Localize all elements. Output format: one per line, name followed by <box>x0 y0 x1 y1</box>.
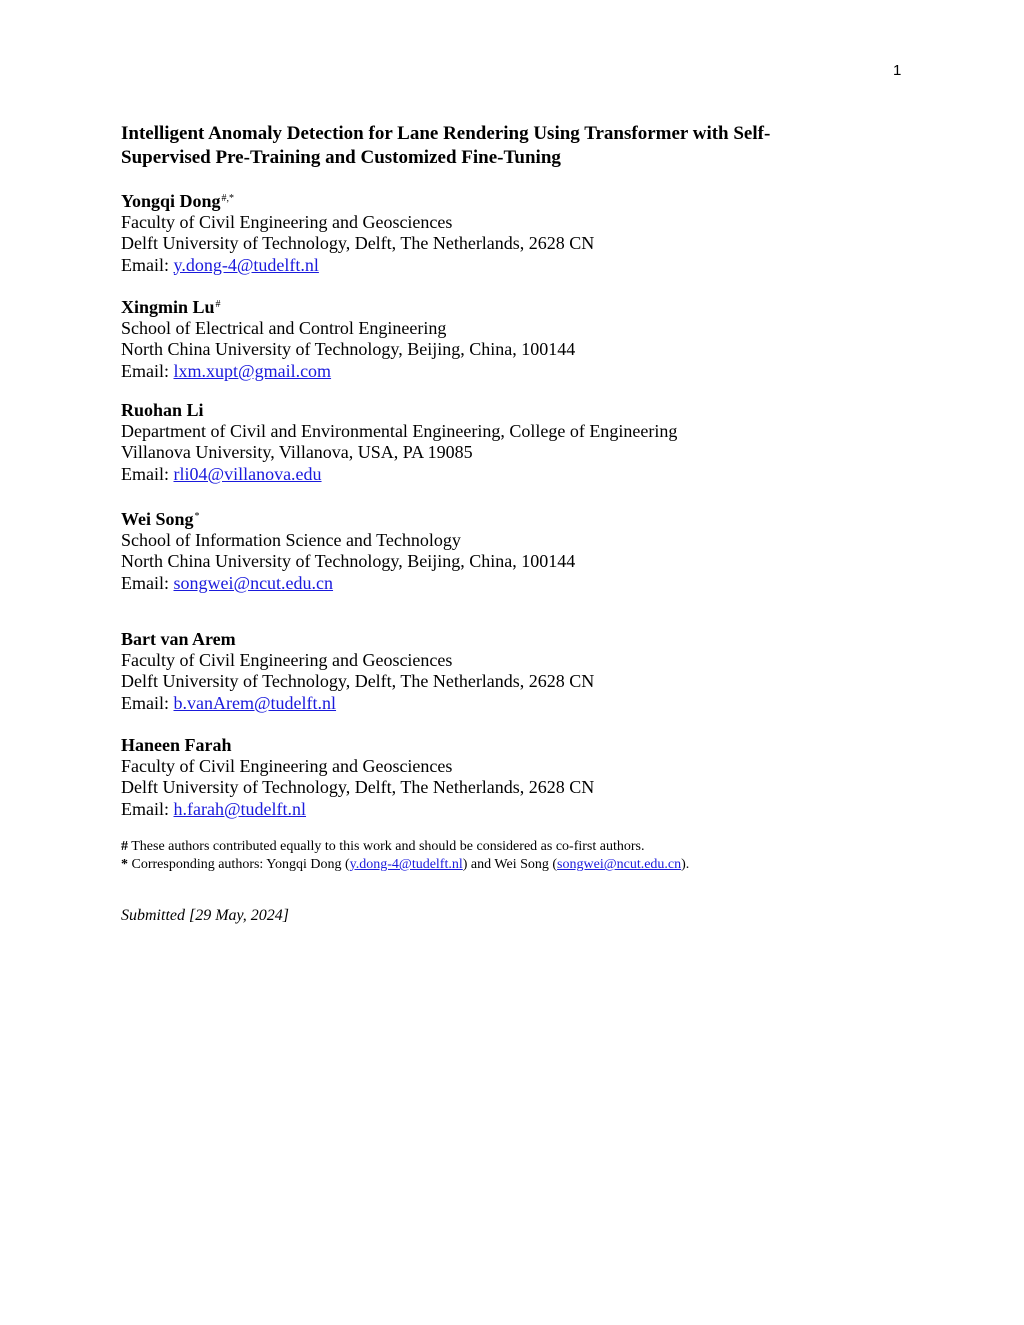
corresponding-email-link[interactable]: songwei@ncut.edu.cn <box>557 857 682 872</box>
corresponding-authors-note: * Corresponding authors: Yongqi Dong (y.dong-4@tudelft.nl) and Wei Song (songwei@ncut.edu.cn). <box>121 857 690 872</box>
author-email-line: Email: b.vanArem@tudelft.nl <box>121 692 337 713</box>
author-email-link[interactable]: rli04@villanova.edu <box>173 463 322 484</box>
author-affiliation: Delft University of Technology, Delft, The Netherlands, 2628 CN <box>121 777 595 798</box>
author-notes <box>121 838 901 874</box>
author-affiliation: School of Electrical and Control Engineering <box>121 318 447 339</box>
author-block <box>121 629 901 714</box>
author-email-line: Email: lxm.xupt@gmail.com <box>121 360 332 381</box>
author-marks: #,* <box>221 193 235 204</box>
author-name: Wei Song* <box>121 509 200 529</box>
author-block <box>121 735 901 820</box>
author-name: Bart van Arem <box>121 629 236 649</box>
author-email-line: Email: y.dong-4@tudelft.nl <box>121 254 319 275</box>
author-name: Yongqi Dong#,* <box>121 191 235 211</box>
author-marks: # <box>215 299 221 310</box>
author-email-line: Email: songwei@ncut.edu.cn <box>121 572 334 593</box>
author-name: Haneen Farah <box>121 735 232 755</box>
author-affiliation: Faculty of Civil Engineering and Geosciences <box>121 756 453 777</box>
author-email-line: Email: rli04@villanova.edu <box>121 463 322 484</box>
author-email-link[interactable]: lxm.xupt@gmail.com <box>173 360 332 381</box>
author-block <box>121 506 901 594</box>
author-affiliation: Faculty of Civil Engineering and Geosciences <box>121 212 453 233</box>
corresponding-email-link[interactable]: y.dong-4@tudelft.nl <box>349 857 463 872</box>
author-affiliation: North China University of Technology, Beijing, China, 100144 <box>121 339 576 360</box>
author-marks: * <box>194 511 200 522</box>
page-number: 1 <box>893 62 902 79</box>
author-affiliation: North China University of Technology, Beijing, China, 100144 <box>121 551 576 572</box>
author-email-link[interactable]: h.farah@tudelft.nl <box>173 798 307 819</box>
author-affiliation: School of Information Science and Technology <box>121 530 461 551</box>
equal-contribution-note: # These authors contributed equally to this work and should be considered as co-first authors. <box>121 839 645 854</box>
paper-title: Intelligent Anomaly Detection for Lane Rendering Using Transformer with Self-Supervised Pre-Training and Customized Fine-Tuning <box>121 123 771 168</box>
author-affiliation: Delft University of Technology, Delft, The Netherlands, 2628 CN <box>121 671 595 692</box>
author-name: Xingmin Lu# <box>121 297 221 317</box>
author-affiliation: Faculty of Civil Engineering and Geosciences <box>121 650 453 671</box>
author-affiliation: Delft University of Technology, Delft, The Netherlands, 2628 CN <box>121 233 595 254</box>
author-email-line: Email: h.farah@tudelft.nl <box>121 798 307 819</box>
author-affiliation: Department of Civil and Environmental Engineering, College of Engineering <box>121 421 678 442</box>
author-email-link[interactable]: b.vanArem@tudelft.nl <box>173 692 337 713</box>
author-block <box>121 294 901 382</box>
author-name: Ruohan Li <box>121 400 204 420</box>
author-email-link[interactable]: songwei@ncut.edu.cn <box>173 572 334 593</box>
author-affiliation: Villanova University, Villanova, USA, PA 19085 <box>121 442 473 463</box>
author-email-link[interactable]: y.dong-4@tudelft.nl <box>173 254 319 275</box>
submission-date: Submitted [29 May, 2024] <box>121 907 289 924</box>
author-block <box>121 188 901 276</box>
author-block <box>121 400 901 485</box>
